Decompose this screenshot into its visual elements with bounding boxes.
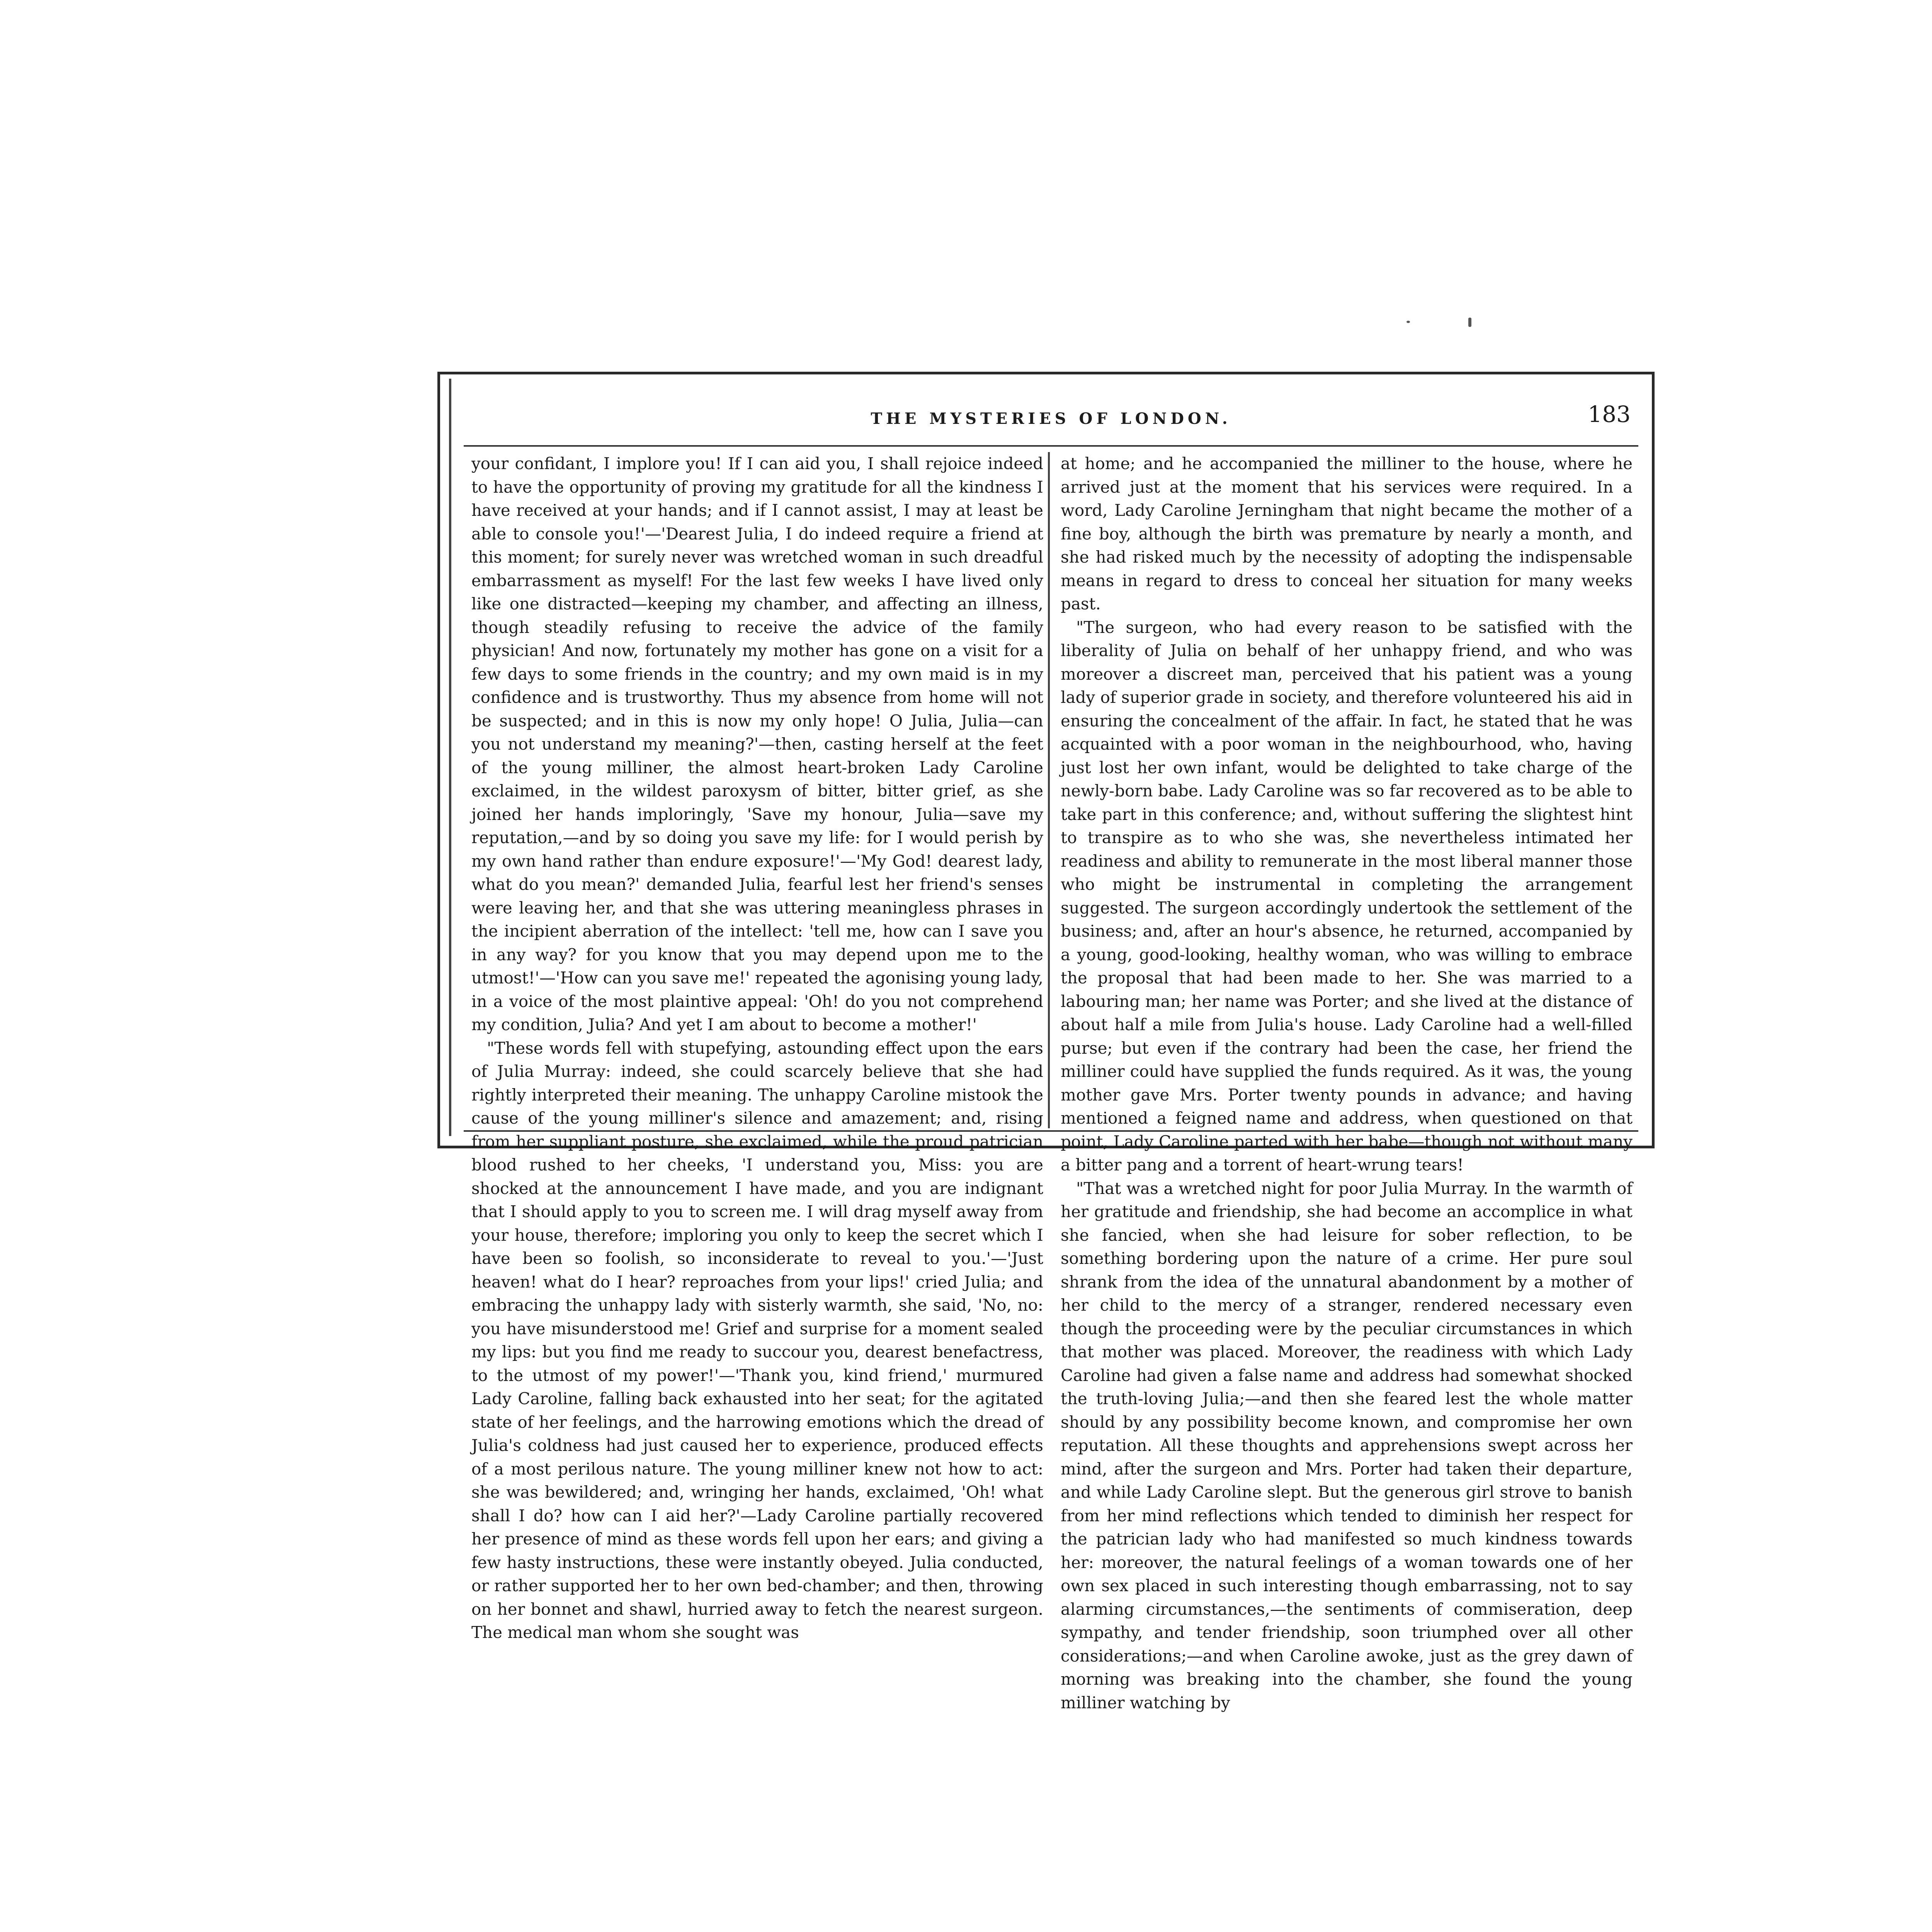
page-header: [464, 398, 1638, 437]
running-title: THE MYSTERIES OF LONDON.: [871, 410, 1231, 428]
paragraph: your confidant, I implore you! If I can aid you, I shall rejoice indeed to have the opportunity of proving my gratitude for all the kindness I have received at your hands; and if I cannot assist, I may at least be able to console you!'—'Dearest Julia, I do indeed require a friend at this moment; for surely never was wretched woman in such dreadful embarrassment as myself! For the last few weeks I have lived only like one distracted—keeping my chamber, and affecting an illness, though steadily refusing to receive the advice of the family physician! And now, fortunately my mother has gone on a visit for a few days to some friends in the country; and my own maid is in my confidence and is trustworthy. Thus my absence from home will not be suspected; and in this is now my only hope! O Julia, Julia—can you not understand my meaning?'—then, casting herself at the feet of the young milliner, the almost heart-broken Lady Caroline exclaimed, in the wildest paroxysm of bitter, bitter grief, as she joined her hands imploringly, 'Save my honour, Julia—save my reputation,—and by so doing you save my life: for I would perish by my own hand rather than endure exposure!'—'My God! dearest lady, what do you mean?' demanded Julia, fearful lest her friend's senses were leaving her, and that she was uttering meaningless phrases in the incipient aberration of the intellect: 'tell me, how can I save you in any way? for you know that you may depend upon me to the utmost!'—'How can you save me!' repeated the agonising young lady, in a voice of the most plaintive appeal: 'Oh! do you not comprehend my condition, Julia? And yet I am about to become a mother!': [471, 454, 1044, 1034]
page-number: 183: [1588, 401, 1631, 427]
page-specks: [1406, 313, 1484, 336]
paragraph: "That was a wretched night for poor Julia Murray. In the warmth of her gratitude and friendship, she had become an accomplice in what she fancied, when she had leisure for sober reflection, to be something bordering upon the nature of a crime. Her pure soul shrank from the idea of the unnatural abandonment by a mother of her child to the mercy of a stranger, rendered necessary even though the proceeding were by the peculiar circumstances in which that mother was placed. Moreover, the readiness with which Lady Caroline had given a false name and address had somewhat shocked the truth-loving Julia;—and then she feared lest the whole matter should by any possibility become known, and compromise her own reputation. All these thoughts and apprehensions swept across her mind, after the surgeon and Mrs. Porter had taken their departure, and while Lady Caroline slept. But the generous girl strove to banish from her mind reflections which tended to diminish her respect for the patrician lady who had manifested so much kindness towards her: moreover, the natural feelings of a woman towards one of her own sex placed in such interesting though embarrassing, not to say alarming circumstances,—the sentiments of commiseration, deep sympathy, and tender friendship, soon triumphed over all other considerations;—and when Caroline awoke, just as the grey dawn of morning was breaking into the chamber, she found the young milliner watching by: [1061, 1179, 1633, 1712]
left-column: [471, 452, 1044, 1642]
paragraph: "The surgeon, who had every reason to be satisfied with the liberality of Julia on behalf of her unhappy friend, and who was moreover a discreet man, perceived that his patient was a young lady of superior grade in society, and therefore volunteered his aid in ensuring the concealment of the affair. In fact, he stated that he was acquainted with a poor woman in the neighbourhood, who, having just lost her own infant, would be delighted to take charge of the newly-born babe. Lady Caroline was so far recovered as to be able to take part in this conference; and, without suffering the slightest hint to transpire as to who she was, she nevertheless intimated her readiness and ability to remunerate in the most liberal manner those who might be instrumental in completing the arrangement suggested. The surgeon accordingly undertook the settlement of the business; and, after an hour's absence, he returned, accompanied by a young, good-looking, healthy woman, who was willing to embrace the proposal that had been made to her. She was married to a labouring man; her name was Porter; and she lived at the distance of about half a mile from Julia's house. Lady Caroline had a well-filled purse; but even if the contrary had been the case, her friend the milliner could have supplied the funds required. As it was, the young mother gave Mrs. Porter twenty pounds in advance; and having mentioned a feigned name and address, when questioned on that point, Lady Caroline parted with her babe—though not without many a bitter pang and a torrent of heart-wrung tears!: [1061, 617, 1633, 1174]
paragraph: "These words fell with stupefying, astounding effect upon the ears of Julia Murray: indeed, she could scarcely believe that she had rightly interpreted their meaning. The unhappy Caroline mistook the cause of the young milliner's silence and amazement; and, rising from her suppliant posture, she exclaimed, while the proud patrician blood rushed to her cheeks, 'I understand you, Miss: you are shocked at the announcement I have made, and you are indignant that I should apply to you to screen me. I will drag myself away from your house, therefore; imploring you only to keep the secret which I have been so foolish, so inconsiderate to reveal to you.'—'Just heaven! what do I hear? reproaches from your lips!' cried Julia; and embracing the unhappy lady with sisterly warmth, she said, 'No, no: you have misunderstood me! Grief and surprise for a moment sealed my lips: but you find me ready to succour you, dearest benefactress, to the utmost of my power!'—'Thank you, kind friend,' murmured Lady Caroline, falling back exhausted into her seat; for the agitated state of her feelings, and the harrowing emotions which the dread of Julia's coldness had just caused her to experience, produced effects of a most perilous nature. The young milliner knew not how to act: she was bewildered; and, wringing her hands, exclaimed, 'Oh! what shall I do? how can I aid her?'—Lady Caroline partially recovered her presence of mind as these words fell upon her ears; and giving a few hasty instructions, these were instantly obeyed. Julia conducted, or rather supported her to her own bed-chamber; and then, throwing on her bonnet and shawl, hurried away to fetch the nearest surgeon. The medical man whom she sought was: [471, 1038, 1043, 1642]
ink-speck: [1468, 318, 1471, 327]
right-column: [1061, 452, 1633, 1712]
footer-rule: [464, 1130, 1638, 1132]
header-rule: [464, 445, 1638, 447]
ink-speck: [1406, 321, 1410, 323]
paragraph: at home; and he accompanied the milliner to the house, where he arrived just at the moment that his services were required. In a word, Lady Caroline Jerningham that night became the mother of a fine boy, although the birth was premature by nearly a month, and she had risked much by the necessity of adopting the indispensable means in regard to dress to conceal her situation for many weeks past.: [1061, 454, 1633, 613]
column-divider: [1048, 452, 1050, 1128]
left-margin-rule: [449, 379, 451, 1136]
